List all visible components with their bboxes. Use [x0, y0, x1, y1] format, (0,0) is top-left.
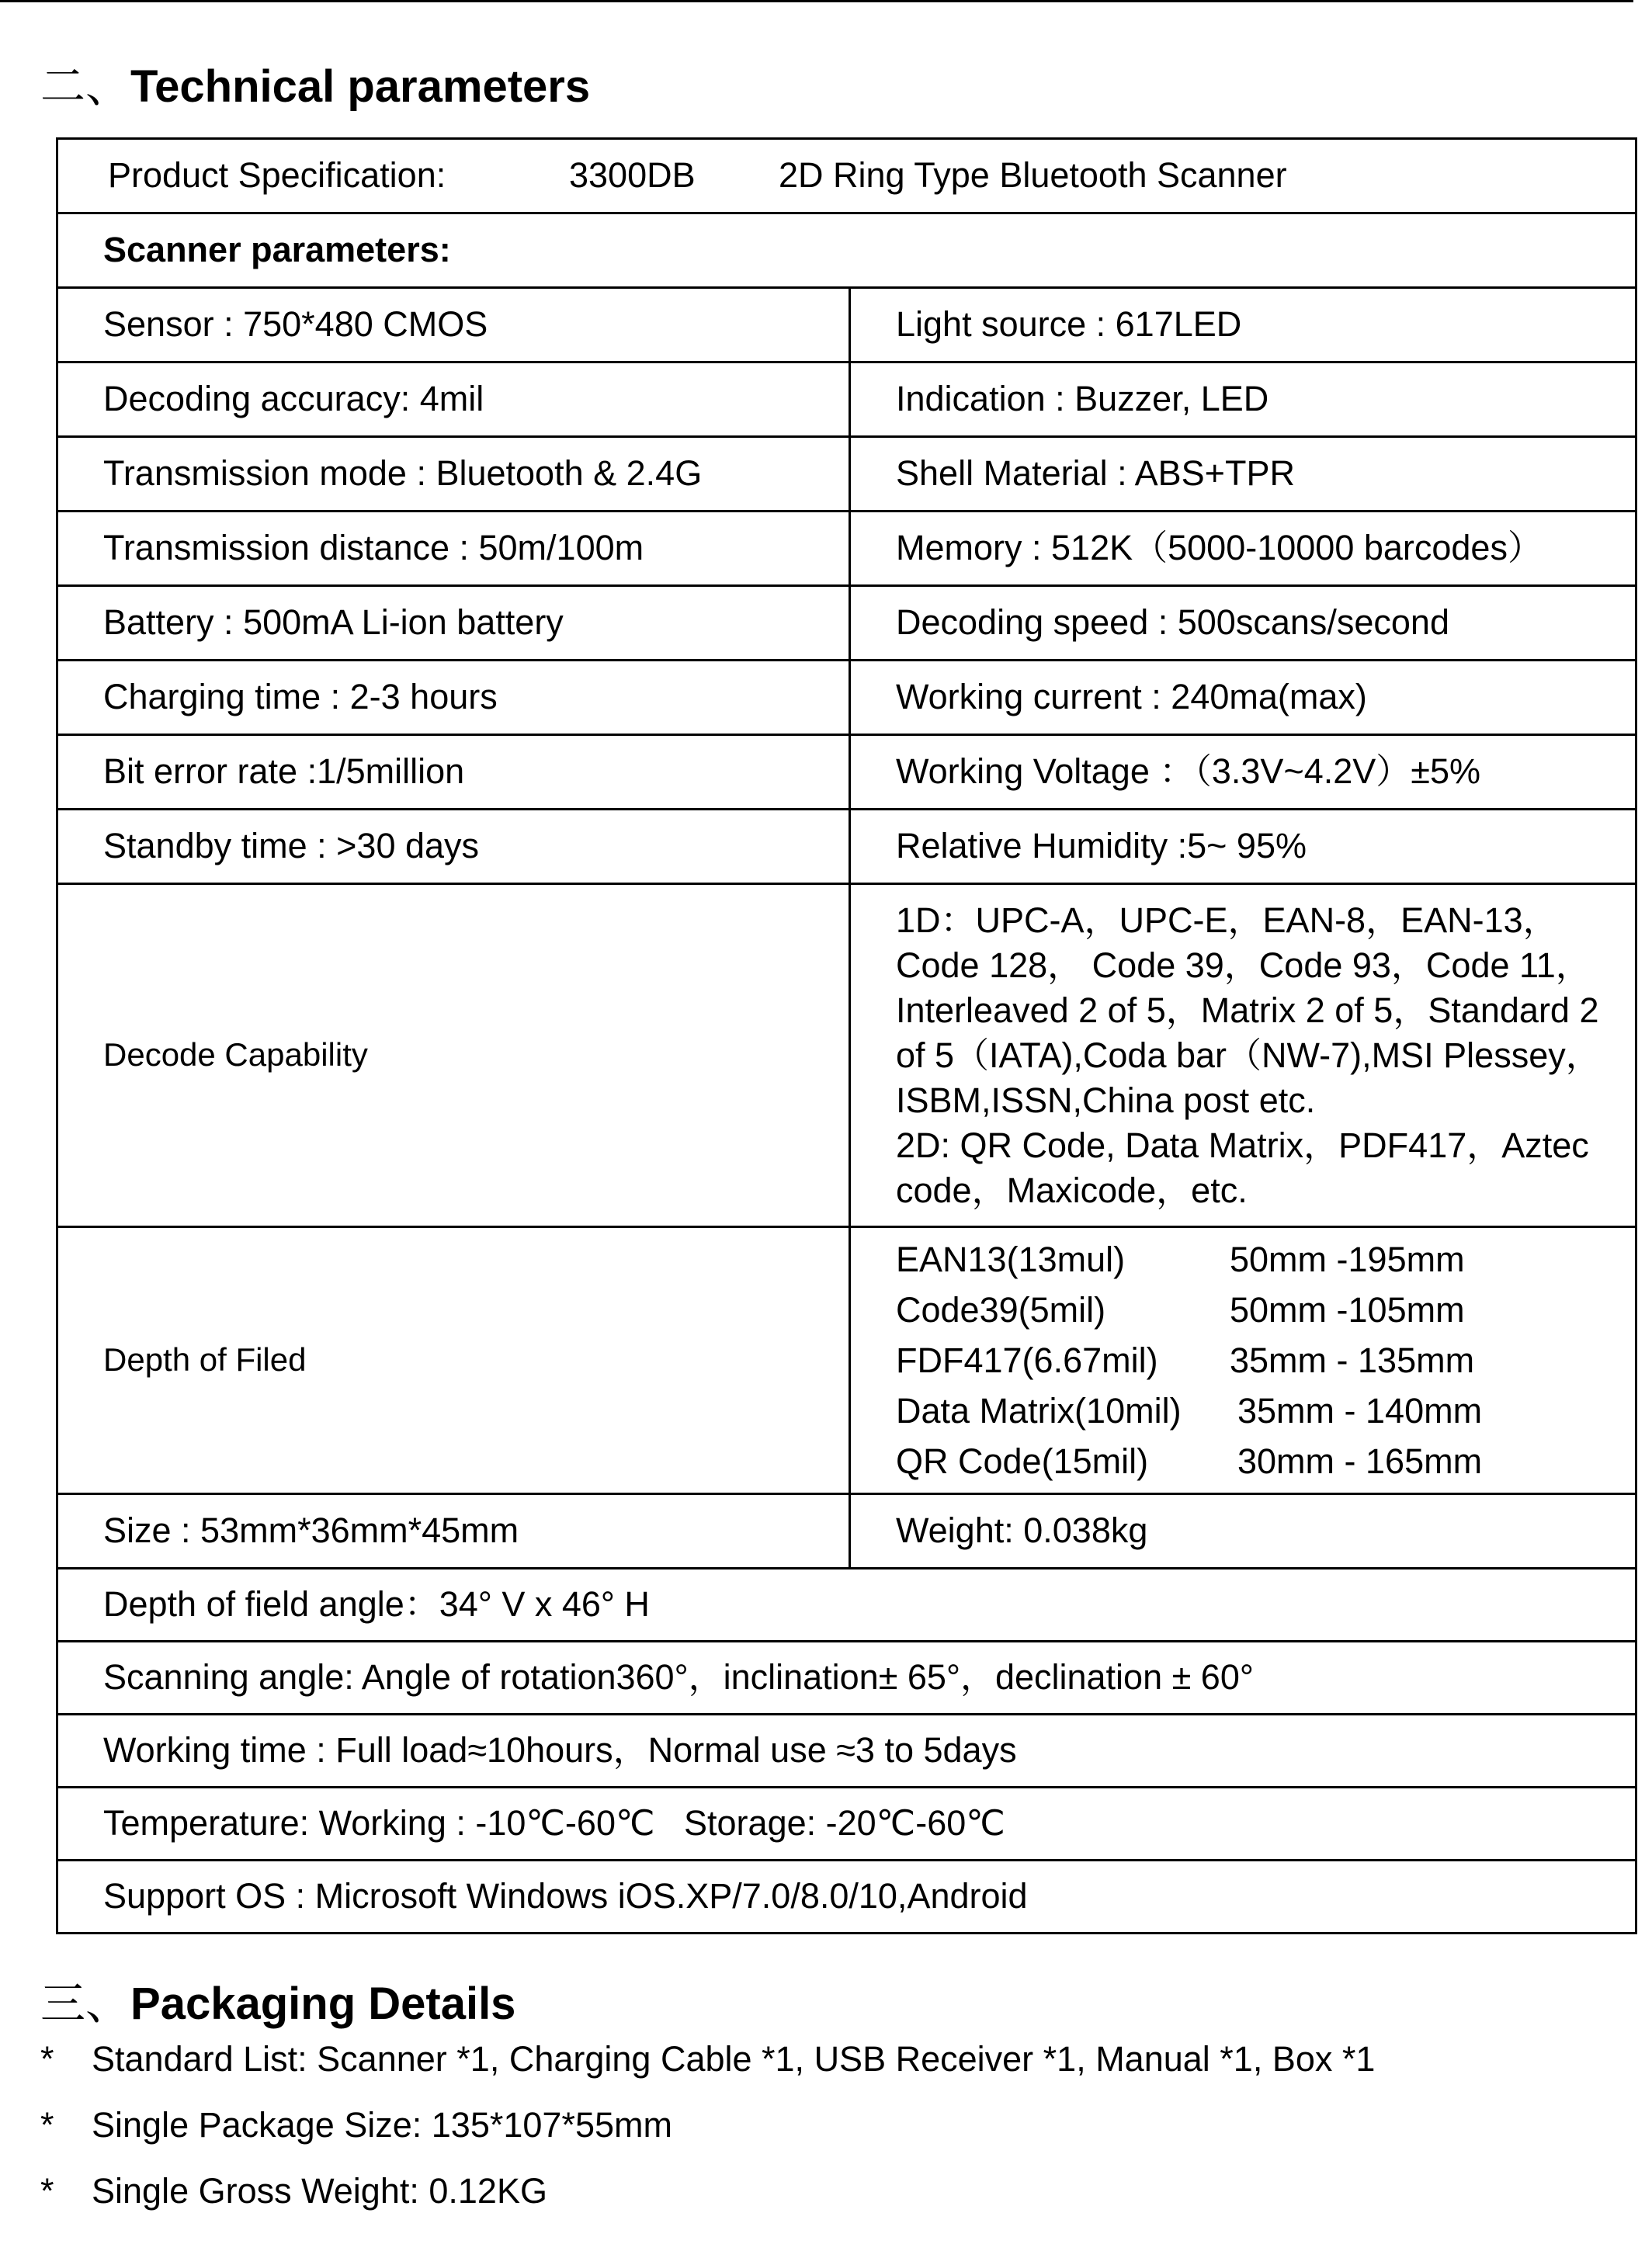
param-left: Bit error rate :1/5million — [57, 735, 850, 810]
decode-line: Code 128， Code 39，Code 93，Code 11， — [896, 945, 1591, 985]
param-right: Decoding speed : 500scans/second — [850, 586, 1636, 661]
depth-of-field-label: Depth of Filed — [57, 1227, 850, 1494]
param-right: Indication : Buzzer, LED — [850, 362, 1636, 437]
support-os-cell: Support OS : Microsoft Windows iOS.XP/7.0/8.0/10,Android — [57, 1861, 1636, 1934]
full-row — [57, 1569, 1636, 1642]
param-right: Shell Material : ABS+TPR — [850, 437, 1636, 512]
size-cell: Size : 53mm*36mm*45mm — [57, 1494, 850, 1569]
full-row — [57, 1861, 1636, 1934]
depth-entry — [896, 1234, 1635, 1285]
technical-parameters-title — [40, 60, 591, 113]
depth-code: EAN13(13mul) — [896, 1240, 1126, 1279]
decode-line: Interleaved 2 of 5，Matrix 2 of 5，Standard 2 — [896, 990, 1599, 1030]
section-title-text: Packaging Details — [130, 1979, 516, 2029]
depth-angle-cell: Depth of field angle：34° V x 46° H — [57, 1569, 1636, 1642]
depth-of-field-row — [57, 1227, 1636, 1494]
product-spec-cell — [57, 139, 1636, 213]
depth-code: Data Matrix(10mil) — [896, 1391, 1182, 1431]
depth-of-field-list — [850, 1227, 1636, 1494]
product-spec-row — [57, 139, 1636, 213]
packaging-item-text: Standard List: Scanner *1, Charging Cable *1, USB Receiver *1, Manual *1, Box *1 — [92, 2038, 1376, 2079]
param-left: Battery : 500mA Li-ion battery — [57, 586, 850, 661]
product-model: 3300DB — [569, 155, 696, 196]
param-row — [57, 437, 1636, 512]
param-row — [57, 586, 1636, 661]
section-number: 三、 — [40, 1977, 131, 2030]
list-item — [40, 2092, 1375, 2158]
param-right: Working current : 240ma(max) — [850, 661, 1636, 735]
scanner-heading-row — [57, 213, 1636, 288]
depth-range: 35mm - 135mm — [1230, 1341, 1475, 1380]
depth-range: 50mm -195mm — [1230, 1240, 1465, 1279]
param-row — [57, 810, 1636, 884]
depth-entry — [896, 1285, 1635, 1335]
product-name: 2D Ring Type Bluetooth Scanner — [779, 155, 1287, 196]
param-right: Working Voltage ：（3.3V~4.2V）±5% — [850, 735, 1636, 810]
temperature-cell: Temperature: Working : -10℃-60℃ Storage: -20℃-60℃ — [57, 1788, 1636, 1861]
depth-range: 35mm - 140mm — [1237, 1391, 1483, 1431]
depth-code: FDF417(6.67mil) — [896, 1341, 1158, 1380]
section-number: 二、 — [40, 60, 131, 113]
decode-capability-label: Decode Capability — [57, 884, 850, 1227]
full-row — [57, 1642, 1636, 1715]
depth-entry — [896, 1436, 1635, 1486]
decode-line: code，Maxicode，etc. — [896, 1170, 1248, 1210]
param-row — [57, 362, 1636, 437]
bullet: * — [40, 2104, 54, 2145]
depth-entry — [896, 1386, 1635, 1436]
full-row — [57, 1715, 1636, 1788]
size-weight-row — [57, 1494, 1636, 1569]
param-left: Transmission distance : 50m/100m — [57, 512, 850, 586]
bullet: * — [40, 2170, 54, 2211]
top-rule — [0, 0, 1633, 2]
depth-range: 50mm -105mm — [1230, 1290, 1465, 1330]
param-row — [57, 735, 1636, 810]
packaging-list — [40, 2026, 1375, 2224]
decode-capability-row — [57, 884, 1636, 1227]
decode-line: 1D：UPC-A，UPC-E，EAN-8，EAN-13， — [896, 900, 1558, 940]
product-spec-label: Product Specification: — [108, 155, 446, 196]
packaging-details-title — [40, 1977, 516, 2030]
technical-parameters-table — [56, 137, 1637, 1934]
decode-line: 2D: QR Code, Data Matrix，PDF417，Aztec — [896, 1125, 1589, 1165]
working-time-cell: Working time : Full load≈10hours，Normal use ≈3 to 5days — [57, 1715, 1636, 1788]
param-row — [57, 288, 1636, 362]
param-right: Memory : 512K（5000-10000 barcodes） — [850, 512, 1636, 586]
list-item — [40, 2158, 1375, 2224]
param-left: Transmission mode : Bluetooth & 2.4G — [57, 437, 850, 512]
depth-code: Code39(5mil) — [896, 1290, 1106, 1330]
param-right: Light source : 617LED — [850, 288, 1636, 362]
scanner-parameters-heading: Scanner parameters: — [57, 213, 1636, 288]
param-right: Relative Humidity :5~ 95% — [850, 810, 1636, 884]
depth-range: 30mm - 165mm — [1237, 1441, 1483, 1481]
param-left: Sensor : 750*480 CMOS — [57, 288, 850, 362]
packaging-item-text: Single Gross Weight: 0.12KG — [92, 2170, 547, 2211]
depth-code: QR Code(15mil) — [896, 1441, 1149, 1481]
bullet: * — [40, 2038, 54, 2079]
param-row — [57, 661, 1636, 735]
full-row — [57, 1788, 1636, 1861]
param-row — [57, 512, 1636, 586]
decode-line: ISBM,ISSN,China post etc. — [896, 1080, 1316, 1120]
depth-entry — [896, 1335, 1635, 1386]
section-title-text: Technical parameters — [130, 61, 591, 112]
scanning-angle-cell: Scanning angle: Angle of rotation360°，inclination± 65°，declination ± 60° — [57, 1642, 1636, 1715]
param-left: Decoding accuracy: 4mil — [57, 362, 850, 437]
packaging-item-text: Single Package Size: 135*107*55mm — [92, 2104, 672, 2145]
param-left: Standby time : >30 days — [57, 810, 850, 884]
param-left: Charging time : 2-3 hours — [57, 661, 850, 735]
list-item — [40, 2026, 1375, 2092]
weight-cell: Weight: 0.038kg — [850, 1494, 1636, 1569]
decode-line: of 5（IATA),Coda bar（NW-7),MSI Plessey， — [896, 1035, 1601, 1075]
decode-capability-list — [850, 884, 1636, 1227]
